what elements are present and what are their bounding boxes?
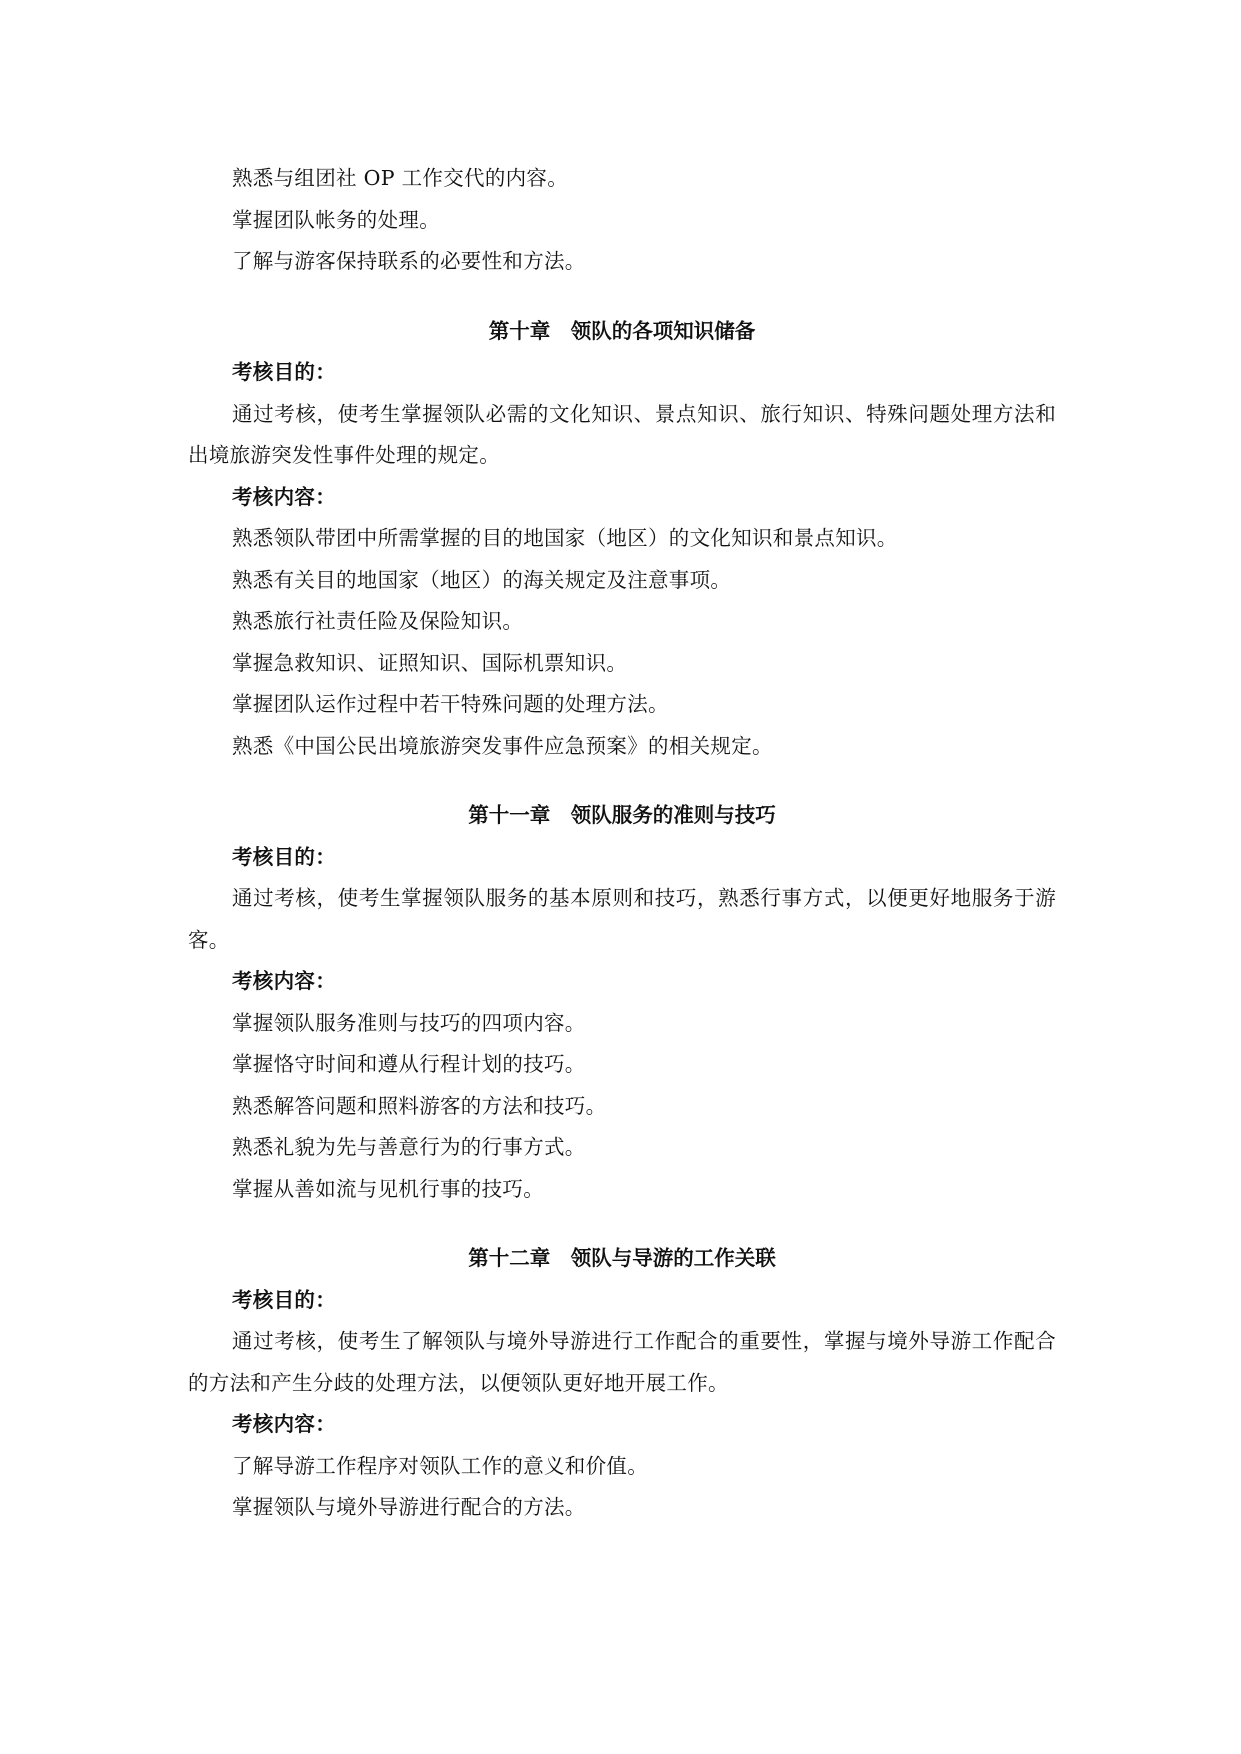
content-item: 熟悉旅行社责任险及保险知识。 (232, 609, 524, 633)
content-label: 考核内容： (232, 969, 336, 993)
content-item: 了解导游工作程序对领队工作的意义和价值。 (232, 1453, 648, 1478)
content-item: 掌握急救知识、证照知识、国际机票知识。 (232, 650, 628, 675)
chapter-title: 第十章 领队的各项知识储备 (488, 318, 756, 343)
intro-item-1: 熟悉与组团社 OP 工作交代的内容。 (232, 166, 569, 190)
content-label: 考核内容： (232, 1412, 336, 1436)
chapter-11 (188, 795, 1056, 1210)
content-item: 掌握领队与境外导游进行配合的方法。 (232, 1495, 586, 1519)
purpose-label: 考核目的： (232, 360, 336, 384)
content-item: 掌握领队服务准则与技巧的四项内容。 (232, 1010, 586, 1035)
content-item: 熟悉有关目的地国家（地区）的海关规定及注意事项。 (232, 567, 732, 592)
page-content (188, 158, 1056, 1529)
content-item: 掌握从善如流与见机行事的技巧。 (232, 1176, 544, 1201)
content-item: 掌握团队运作过程中若干特殊问题的处理方法。 (232, 692, 669, 716)
chapter-title: 第十二章 领队与导游的工作关联 (468, 1246, 776, 1270)
chapter-12 (188, 1238, 1056, 1529)
purpose-label: 考核目的： (232, 844, 336, 869)
intro-item-2: 掌握团队帐务的处理。 (232, 207, 440, 232)
content-item: 熟悉解答问题和照料游客的方法和技巧。 (232, 1093, 607, 1118)
purpose-text: 通过考核，使考生了解领队与境外导游进行工作配合的重要性，掌握与境外导游工作配合的方法和产生分歧的处理方法，以便领队更好地开展工作。 (188, 1329, 1056, 1395)
chapter-title: 第十一章 领队服务的准则与技巧 (468, 803, 776, 827)
content-item: 熟悉《中国公民出境旅游突发事件应急预案》的相关规定。 (232, 733, 773, 758)
content-label: 考核内容： (232, 484, 336, 509)
content-item: 掌握恪守时间和遵从行程计划的技巧。 (232, 1052, 586, 1076)
content-item: 熟悉礼貌为先与善意行为的行事方式。 (232, 1135, 586, 1159)
purpose-text: 通过考核，使考生掌握领队服务的基本原则和技巧，熟悉行事方式，以便更好地服务于游客。 (188, 886, 1056, 952)
intro-item-3: 了解与游客保持联系的必要性和方法。 (232, 249, 586, 273)
purpose-label: 考核目的： (232, 1287, 336, 1312)
purpose-text: 通过考核，使考生掌握领队必需的文化知识、景点知识、旅行知识、特殊问题处理方法和出境旅游突发性事件处理的规定。 (188, 401, 1056, 467)
chapter-10 (188, 311, 1056, 768)
content-item: 熟悉领队带团中所需掌握的目的地国家（地区）的文化知识和景点知识。 (232, 526, 898, 550)
